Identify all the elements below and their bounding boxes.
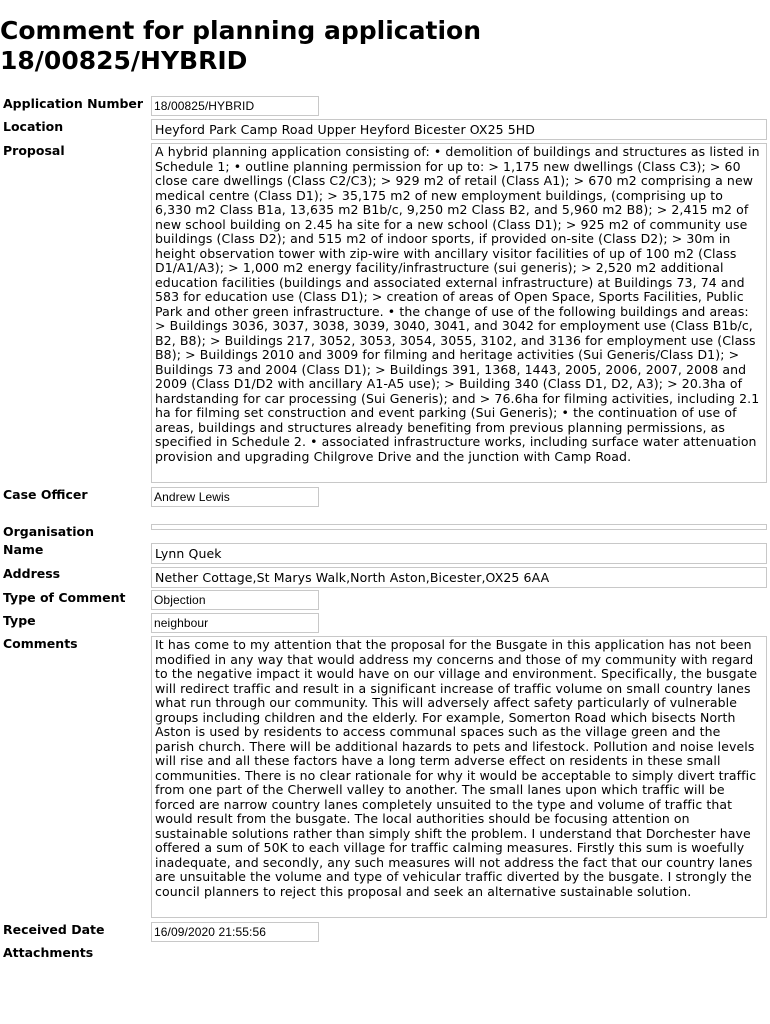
location-field: Heyford Park Camp Road Upper Heyford Bicester OX25 5HD (151, 119, 767, 140)
type-field: neighbour (151, 613, 319, 633)
organisation-field (151, 524, 767, 530)
name-label: Name (3, 542, 44, 557)
location-label: Location (3, 119, 64, 134)
type-of-comment-label: Type of Comment (3, 590, 126, 605)
received-date-label: Received Date (3, 922, 105, 937)
case-officer-field: Andrew Lewis (151, 487, 319, 507)
name-field: Lynn Quek (151, 543, 767, 564)
application-number-label: Application Number (3, 96, 144, 111)
proposal-field: A hybrid planning application consisting of: • demolition of buildings and structures as listed in Schedule 1; • outline planning permission for up to: > 1,175 new dwellings (Class C3); > 60 close care dwellings (Class C2/C3); > 929 m2 of retail (Class A1); > 670 m2 comprising a new medical centre (Class D1); > 35,175 m2 of new employment buildings, (comprising up to 6,330 m2 Class B1a, 13,635 m2 B1b/c, 9,250 m2 Class B2, and 5,960 m2 B8); > 2,415 m2 of new school building on 2.45 ha site for a new school (Class D1); > 925 m2 of community use buildings (Class D2); and 515 m2 of indoor sports, if provided on-site (Class D2); > 30m in height observation tower with zip-wire with ancillary visitor facilities of up of 100 m2 (Class D1/A1/A3); > 1,000 m2 energy facility/infrastructure (sui generis); > 2,520 m2 additional education facilities (buildings and associated external infrastructure) at Buildings 73, 74 and 583 for education use (Class D1); > creation of areas of Open Space, Sports Facilities, Public Park and other green infrastructure. • the change of use of the following buildings and areas: > Buildings 3036, 3037, 3038, 3039, 3040, 3041, and 3042 for employment use (Class B1b/c, B2, B8); > Buildings 217, 3052, 3053, 3054, 3055, 3102, and 3136 for employment use (Class B8); > Buildings 2010 and 3009 for filming and heritage activities (Sui Generis/Class D1); > Buildings 73 and 2004 (Class D1); > Buildings 391, 1368, 1443, 2005, 2006, 2007, 2008 and 2009 (Class D1/D2 with ancillary A1-A5 use); > Building 340 (Class D1, D2, A3); > 20.3ha of hardstanding for car processing (Sui Generis); and > 76.6ha for filming activities, including 2.1 ha for filming set construction and event parking (Sui Generis); • the continuation of use of areas, buildings and structures already benefiting from previous planning permissions, as specified in Schedule 2. • associated infrastructure works, including surface water attenuation provision and upgrading Chilgrove Drive and the junction with Camp Road. (151, 143, 767, 483)
organisation-label: Organisation (3, 524, 94, 539)
attachments-label: Attachments (3, 945, 94, 960)
comments-label: Comments (3, 636, 78, 651)
application-number-field: 18/00825/HYBRID (151, 96, 319, 116)
type-of-comment-field: Objection (151, 590, 319, 610)
page-title: Comment for planning application 18/00825/HYBRID (0, 16, 481, 75)
comments-field: It has come to my attention that the proposal for the Busgate in this application has not been modified in any way that would address my concerns and those of my community with regard to the negative impact it would have on our village and environment. Specifically, the busgate will redirect traffic and result in a significant increase of traffic volume on small country lanes what run through our community. This will adversely affect safety particularly of vulnerable groups including children and the elderly. For example, Somerton Road which bisects North Aston is used by residents to access communal spaces such as the village green and the parish church. There will be additional hazards to pets and lifestock. Pollution and noise levels will rise and all these factors have a long term adverse effect on residents in these small communities. There is no clear rationale for why it would be acceptable to simply divert traffic from one part of the Cherwell valley to another. The small lanes upon which traffic will be forced are narrow country lanes completely unsuited to the type and volume of traffic that would result from the busgate. The local authorities should be focusing attention on sustainable solutions rather than simply shift the problem. I understand that Dorchester have offered a sum of 50K to each village for traffic calming measures. Firstly this sum is woefully inadequate, and secondly, any such measures will not address the fact that our country lanes are unsuitable the volume and type of vehicular traffic diverted by the busgate. I strongly the council planners to reject this proposal and seek an alternative sustainable solution. (151, 636, 767, 918)
address-field: Nether Cottage,St Marys Walk,North Aston,Bicester,OX25 6AA (151, 567, 767, 588)
case-officer-label: Case Officer (3, 487, 88, 502)
proposal-label: Proposal (3, 143, 65, 158)
type-label: Type (3, 613, 36, 628)
address-label: Address (3, 566, 61, 581)
received-date-field: 16/09/2020 21:55:56 (151, 922, 319, 942)
